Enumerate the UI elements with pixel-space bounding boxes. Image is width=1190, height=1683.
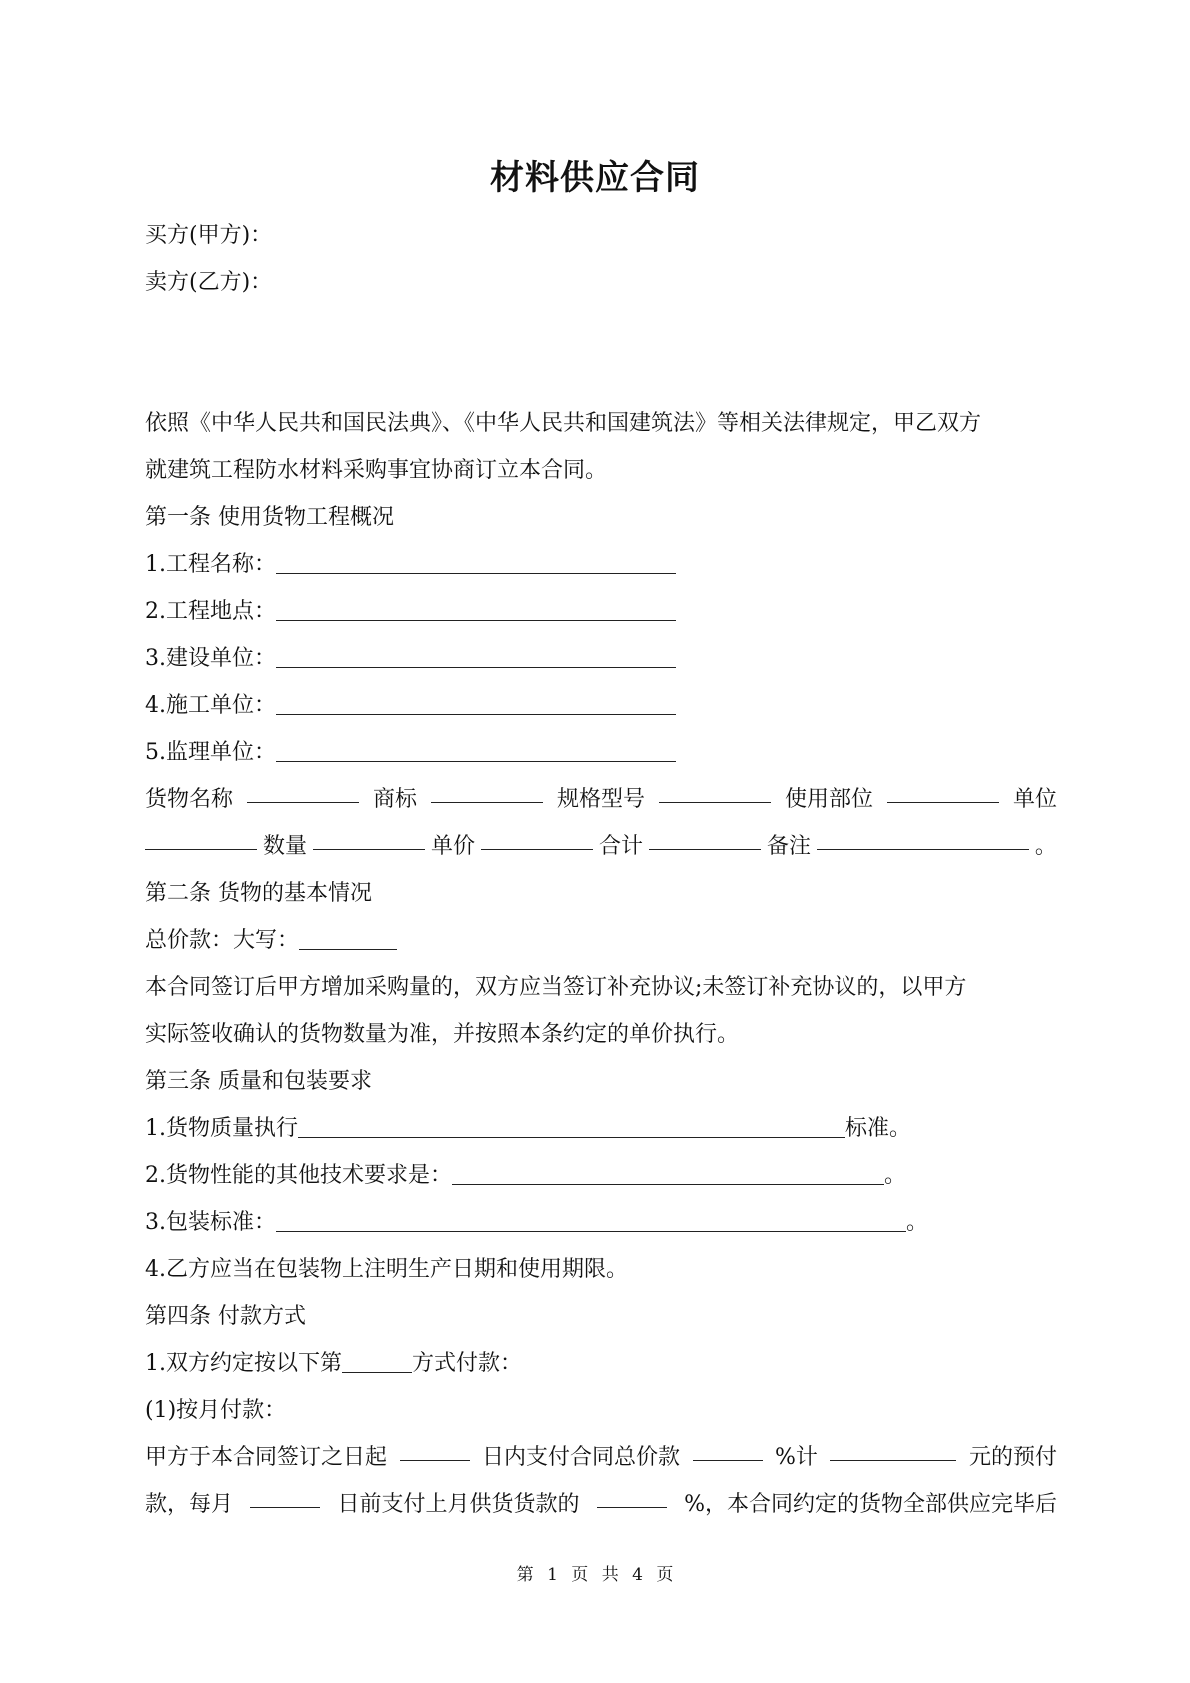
text-segment: 甲方于本合同签订之日起 (145, 1445, 388, 1470)
subtotal-blank[interactable] (649, 823, 761, 850)
monthly-payment-line-2 (145, 1481, 1057, 1528)
amount-blank[interactable] (830, 1434, 956, 1461)
quality-standard-blank[interactable] (298, 1111, 845, 1138)
field-label: 3.建设单位： (145, 646, 276, 671)
total-price-label: 总价款：大写： (145, 928, 300, 953)
tech-label: 2.货物性能的其他技术要求是： (145, 1163, 452, 1188)
quantity-label: 数量 (262, 834, 307, 859)
subtotal-label: 合计 (598, 834, 643, 859)
article-4-heading: 第四条 付款方式 (145, 1304, 306, 1329)
footer-text: 共 (601, 1565, 619, 1585)
project-name-line (145, 541, 1057, 588)
spec-label: 规格型号 (556, 787, 645, 812)
payment-method-suffix: 方式付款： (412, 1351, 523, 1376)
document-body (145, 212, 1057, 1528)
packaging-blank[interactable] (276, 1205, 906, 1232)
remark-label: 备注 (766, 834, 811, 859)
project-name-blank[interactable] (276, 547, 676, 574)
packaging-label: 3.包装标准： (145, 1210, 276, 1235)
brand-label: 商标 (372, 787, 417, 812)
text-segment: 日内支付合同总价款 (482, 1445, 681, 1470)
goods-name-blank[interactable] (247, 776, 359, 803)
unit-blank[interactable] (145, 823, 257, 850)
text-segment: 元的预付 (968, 1445, 1057, 1470)
field-label: 5.监理单位： (145, 740, 276, 765)
packaging-line (145, 1199, 1057, 1246)
days-blank[interactable] (400, 1434, 470, 1461)
article-2-heading: 第二条 货物的基本情况 (145, 881, 372, 906)
total-pages: 4 (632, 1565, 643, 1585)
unit-label: 单位 (1012, 787, 1057, 812)
spec-blank[interactable] (659, 776, 771, 803)
intro-line-2: 就建筑工程防水材料采购事宜协商订立本合同。 (145, 458, 608, 483)
tech-requirement-line (145, 1152, 1057, 1199)
unit-price-blank[interactable] (481, 823, 593, 850)
article-1-heading: 第一条 使用货物工程概况 (145, 505, 394, 530)
quality-label: 1.货物质量执行 (145, 1116, 298, 1141)
quantity-blank[interactable] (313, 823, 425, 850)
quality-suffix: 标准。 (845, 1116, 912, 1141)
page-footer (0, 1560, 1190, 1585)
goods-row-1 (145, 776, 1057, 823)
article-3-heading: 第三条 质量和包装要求 (145, 1069, 372, 1094)
page-number: 1 (547, 1565, 558, 1585)
quality-standard-line (145, 1105, 1057, 1152)
total-price-line (145, 917, 1057, 964)
usage-label: 使用部位 (784, 787, 873, 812)
text-segment: 日前支付上月供货货款的 (337, 1492, 580, 1517)
intro-line-1: 依照《中华人民共和国民法典》、《中华人民共和国建筑法》等相关法律规定，甲乙双方 (145, 411, 982, 436)
period: 。 (906, 1210, 929, 1235)
text-segment: %计 (775, 1445, 818, 1470)
footer-text: 第 (516, 1565, 534, 1585)
monthly-payment-line-1 (145, 1434, 1057, 1481)
construction-unit-line (145, 635, 1057, 682)
day-of-month-blank[interactable] (250, 1481, 320, 1508)
project-location-blank[interactable] (276, 594, 676, 621)
percent-blank[interactable] (693, 1434, 763, 1461)
field-label: 4.施工单位： (145, 693, 276, 718)
construction-unit-blank[interactable] (276, 641, 676, 668)
payment-method-blank[interactable] (342, 1346, 412, 1373)
supervision-unit-blank[interactable] (276, 735, 676, 762)
total-price-blank[interactable] (299, 923, 397, 950)
unit-price-label: 单价 (430, 834, 475, 859)
payment-method-line (145, 1340, 1057, 1387)
text-segment: 款，每月 (145, 1492, 234, 1517)
footer-text: 页 (656, 1565, 674, 1585)
usage-blank[interactable] (887, 776, 999, 803)
remark-blank[interactable] (817, 823, 1029, 850)
goods-name-label: 货物名称 (145, 787, 234, 812)
tech-requirement-blank[interactable] (452, 1158, 884, 1185)
article-2-para-line-1: 本合同签订后甲方增加采购量的，双方应当签订补充协议;未签订补充协议的，以甲方 (145, 975, 967, 1000)
label-requirement-line: 4.乙方应当在包装物上注明生产日期和使用期限。 (145, 1257, 628, 1282)
article-2-para-line-2: 实际签收确认的货物数量为准，并按照本条约定的单价执行。 (145, 1022, 740, 1047)
text-segment: %，本合同约定的货物全部供应完毕后 (684, 1492, 1057, 1517)
field-label: 1.工程名称： (145, 552, 276, 577)
builder-unit-blank[interactable] (276, 688, 676, 715)
document-title: 材料供应合同 (490, 158, 700, 198)
supervision-unit-line (145, 729, 1057, 776)
monthly-payment-heading: (1)按月付款： (145, 1398, 287, 1423)
payment-method-label: 1.双方约定按以下第 (145, 1351, 342, 1376)
footer-text: 页 (571, 1565, 589, 1585)
brand-blank[interactable] (431, 776, 543, 803)
period: 。 (884, 1163, 907, 1188)
period: 。 (1034, 834, 1057, 859)
buyer-line: 买方(甲方)： (145, 223, 273, 248)
goods-row-2 (145, 823, 1057, 870)
project-location-line (145, 588, 1057, 635)
spacer (145, 306, 1057, 400)
builder-unit-line (145, 682, 1057, 729)
seller-line: 卖方(乙方)： (145, 270, 273, 295)
monthly-percent-blank[interactable] (597, 1481, 667, 1508)
field-label: 2.工程地点： (145, 599, 276, 624)
